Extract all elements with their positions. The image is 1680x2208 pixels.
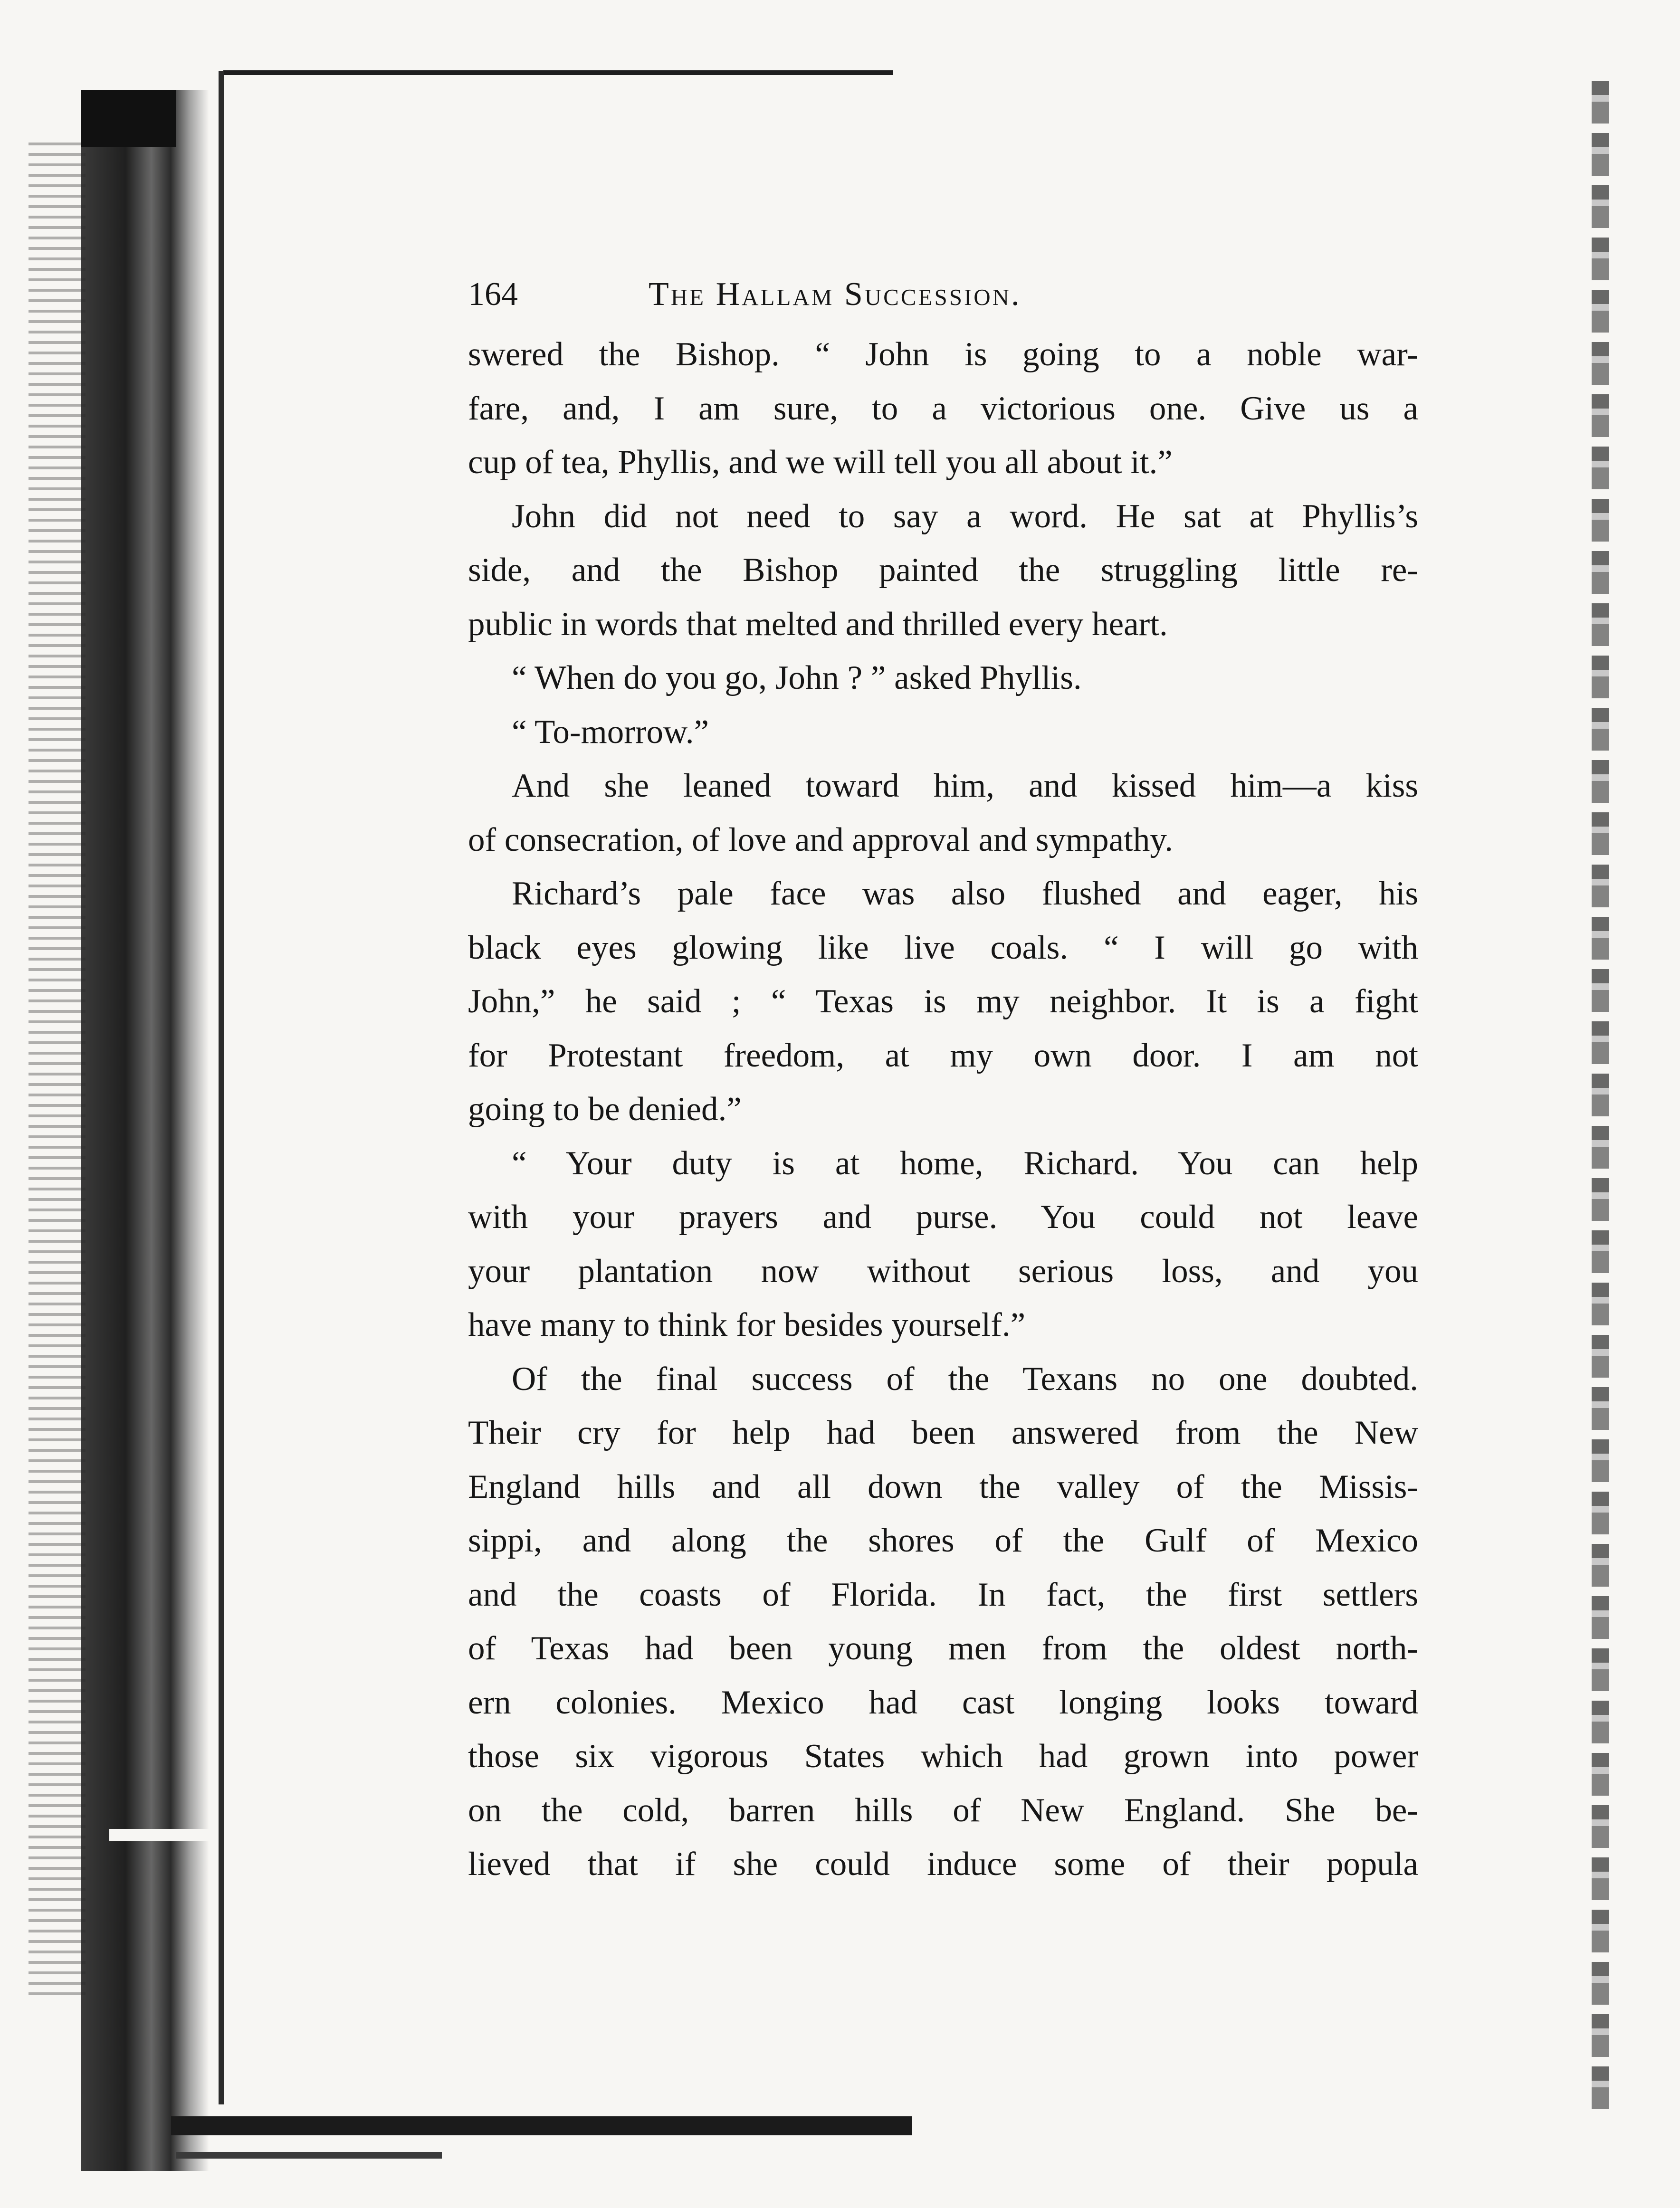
text-line: cup of tea, Phyllis, and we will tell you all about it.” [468,444,1173,481]
book-page [468,271,1418,1892]
text-line: John did not need to say a word. He sat at Phyllis’s [512,497,1418,535]
text-line: going to be denied.” [468,1091,742,1128]
text-line: your plantation now without serious loss, and you [468,1252,1418,1290]
text-line: black eyes glowing like live coals. “ I will go with [468,929,1418,966]
text-line: for Protestant freedom, at my own door. I am not [468,1037,1418,1074]
text-line: England hills and all down the valley of the Missis- [468,1468,1418,1505]
text-line: Of the final success of the Texans no one doubted. [512,1360,1418,1398]
text-line: those six vigorous States which had grown into power [468,1738,1418,1775]
text-line: with your prayers and purse. You could not leave [468,1199,1418,1236]
scan-top-rule [223,70,893,75]
text-line: and the coasts of Florida. In fact, the first settlers [468,1576,1418,1613]
scan-bottom-rule [171,2116,912,2135]
text-line: “ To-morrow.” [512,713,709,751]
text-line: “ Your duty is at home, Richard. You can help [512,1144,1418,1182]
scan-right-edge [1592,81,1609,2119]
text-line: of consecration, of love and approval and sympathy. [468,821,1173,858]
running-header [468,271,1418,328]
scan-binding-block [81,90,176,147]
text-line: “ When do you go, John ? ” asked Phyllis. [512,659,1082,696]
text-line: swered the Bishop. “ John is going to a noble war- [468,336,1418,373]
text-line: sippi, and along the shores of the Gulf of Mexico [468,1522,1418,1559]
text-line: public in words that melted and thrilled every heart. [468,605,1168,643]
text-line: fare, and, I am sure, to a victorious one. Give us a [468,390,1418,427]
running-title: The Hallam Succession. [649,276,1021,313]
text-line: John,” he said ; “ Texas is my neighbor. It is a fight [468,983,1418,1020]
scan-binding-gap [109,1829,219,1841]
text-line: of Texas had been young men from the oldest north- [468,1630,1418,1667]
text-line: Richard’s pale face was also flushed and eager, his [512,875,1418,912]
text-line: side, and the Bishop painted the struggling little re- [468,552,1418,589]
scan-binding-edge [81,90,209,2171]
text-line: have many to think for besides yourself.” [468,1306,1026,1343]
scan-left-rule [219,71,224,2104]
text-line: ern colonies. Mexico had cast longing looks toward [468,1684,1418,1721]
text-line: Their cry for help had been answered from the New [468,1414,1418,1451]
text-line: And she leaned toward him, and kissed him—a kiss [512,767,1418,804]
text-line: lieved that if she could induce some of their popula [468,1846,1418,1883]
text-line: on the cold, barren hills of New England. She be- [468,1791,1418,1829]
body-text [468,328,1418,1892]
page-number: 164 [468,276,518,313]
scan-bottom-rule-lower [176,2152,442,2159]
scan-binding-shadow [29,143,86,1995]
